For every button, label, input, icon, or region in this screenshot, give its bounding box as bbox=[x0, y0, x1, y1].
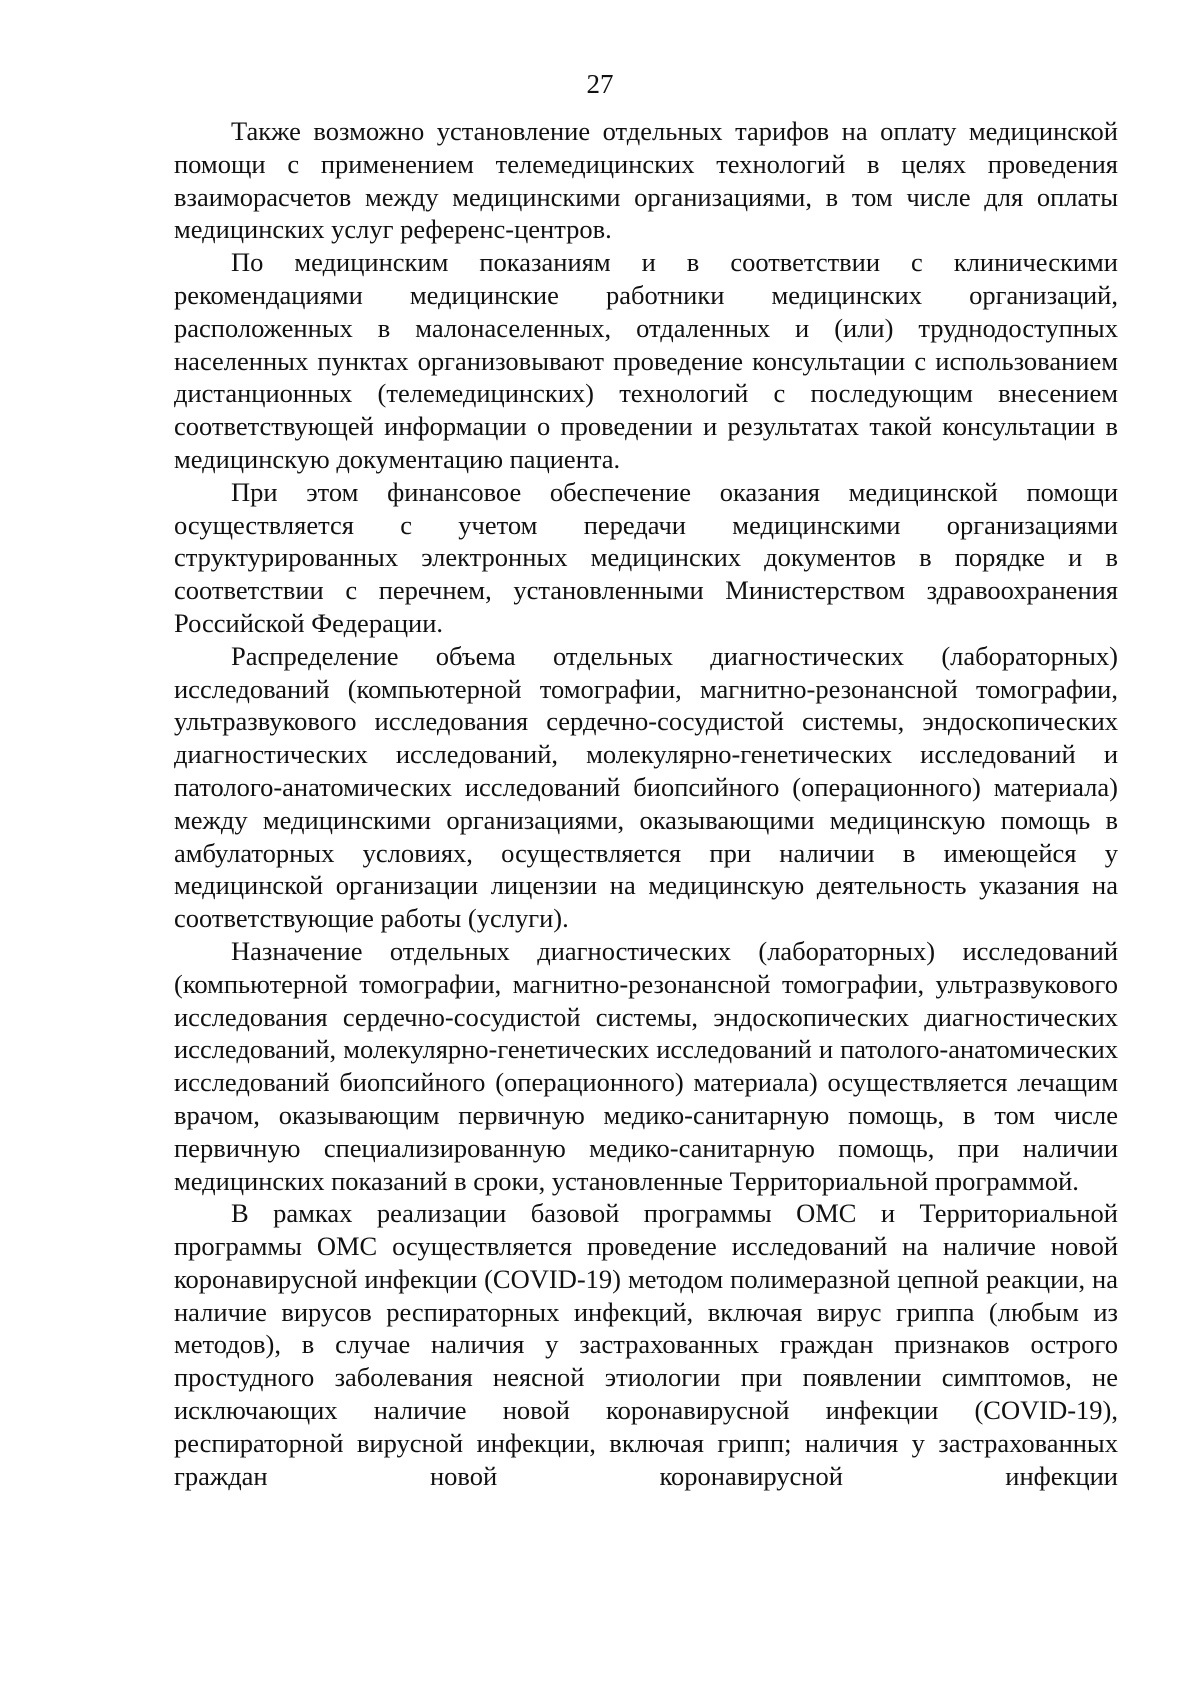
page-number: 27 bbox=[586, 69, 614, 99]
paragraph-tariffs-telemedicine: Также возможно установление отдельных тарифов на оплату медицинской помощи с применением телемедицинских технологий в целях проведения взаиморасчетов между медицинскими организациями, в том числе для оплаты медицинских услуг референс-центров. bbox=[174, 116, 1118, 245]
paragraph-covid-testing: В рамках реализации базовой программы ОМС и Территориальной программы ОМС осуществляется проведение исследований на наличие новой коронавирусной инфекции (COVID-19) методом полимеразной цепной реакции, на наличие вирусов респираторных инфекций, включая вирус гриппа (любым из методов), в случае наличия у застрахованных граждан признаков острого простудного заболевания неясной этиологии при появлении симптомов, не исключающих наличие новой коронавирусной инфекции (COVID-19), респираторной вирусной инфекции, включая грипп; наличия у застрахованных граждан новой коронавирусной инфекции bbox=[174, 1198, 1118, 1491]
paragraph-diagnostic-prescription: Назначение отдельных диагностических (лабораторных) исследований (компьютерной томографии, магнитно-резонансной томографии, ультразвукового исследования сердечно-сосудистой системы, эндоскопических диагностических исследований, молекулярно-генетических исследований и патолого-анатомических исследований биопсийного (операционного) материала) осуществляется лечащим врачом, оказывающим первичную медико-санитарную помощь, в том числе первичную специализированную медико-санитарную помощь, при наличии медицинских показаний в сроки, установленные Территориальной программой. bbox=[174, 935, 1118, 1196]
paragraph-financial-support: При этом финансовое обеспечение оказания медицинской помощи осуществляется с учетом передачи медицинскими организациями структурированных электронных медицинских документов в порядке и в соответствии с перечнем, установленными Министерством здравоохранения Российской Федерации. bbox=[174, 476, 1118, 638]
document-body bbox=[174, 115, 1118, 1492]
paragraph-remote-consultations: По медицинским показаниям и в соответствии с клиническими рекомендациями медицинские работники медицинских организаций, расположенных в малонаселенных, отдаленных и (или) труднодоступных населенных пунктах организовывают проведение консультации с использованием дистанционных (телемедицинских) технологий с последующим внесением соответствующей информации о проведении и результатах такой консультации в медицинскую документацию пациента. bbox=[174, 247, 1118, 474]
paragraph-diagnostic-distribution: Распределение объема отдельных диагностических (лабораторных) исследований (компьютерной томографии, магнитно-резонансной томографии, ультразвукового исследования сердечно-сосудистой системы, эндоскопических диагностических исследований, молекулярно-генетических исследований и патолого-анатомических исследований биопсийного (операционного) материала) между медицинскими организациями, оказывающими медицинскую помощь в амбулаторных условиях, осуществляется при наличии в имеющейся у медицинской организации лицензии на медицинскую деятельность указания на соответствующие работы (услуги). bbox=[174, 640, 1118, 934]
